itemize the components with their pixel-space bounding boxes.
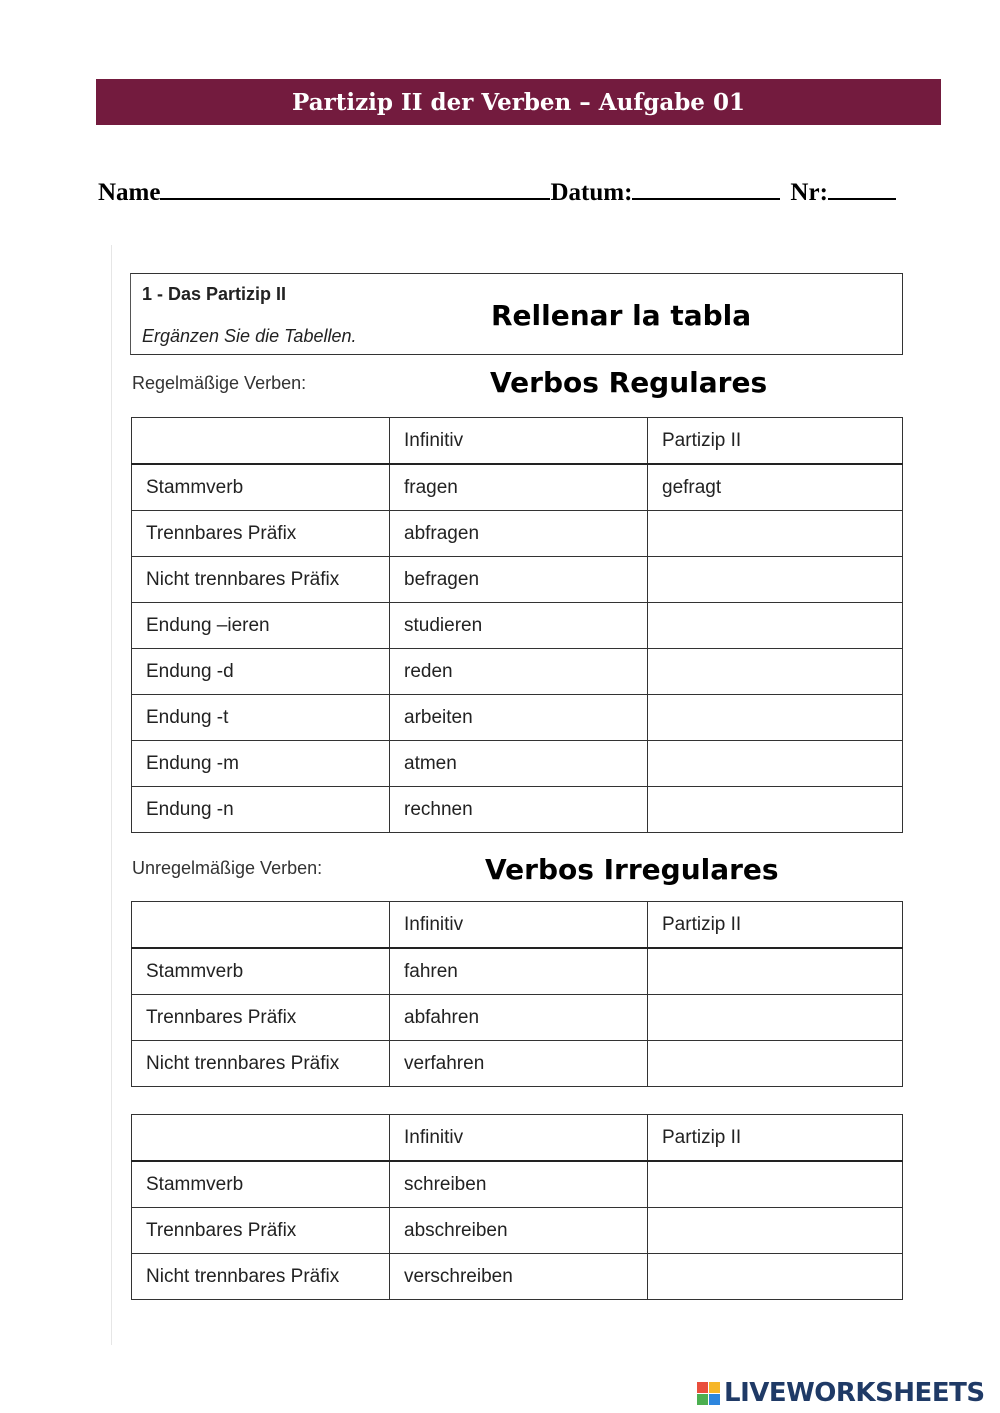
partizip-answer-cell[interactable]: [648, 1041, 903, 1087]
partizip-answer-cell[interactable]: [648, 787, 903, 833]
logo-square: [709, 1394, 720, 1405]
infinitiv-cell: fragen: [390, 464, 648, 511]
category-cell: Nicht trennbares Präfix: [132, 1041, 390, 1087]
table-row: [132, 995, 903, 1041]
category-cell: Endung –ieren: [132, 603, 390, 649]
header-fields: [98, 176, 938, 207]
infinitiv-cell: rechnen: [390, 787, 648, 833]
category-cell: Trennbares Präfix: [132, 1208, 390, 1254]
infinitiv-cell: abfahren: [390, 995, 648, 1041]
infinitiv-cell: abschreiben: [390, 1208, 648, 1254]
table-row: [132, 948, 903, 995]
table-header-row: [132, 418, 903, 465]
partizip-answer-cell[interactable]: [648, 948, 903, 995]
table-row: [132, 1254, 903, 1300]
partizip-answer-cell[interactable]: [648, 511, 903, 557]
table-header-row: [132, 902, 903, 949]
header-cell: Infinitiv: [390, 902, 648, 949]
header-cell: Infinitiv: [390, 418, 648, 465]
category-cell: Trennbares Präfix: [132, 511, 390, 557]
table-row: [132, 557, 903, 603]
worksheet-title: Partizip II der Verben – Aufgabe 01: [96, 79, 941, 125]
irregular-verbs-table-1: [131, 901, 903, 1087]
regular-verbs-table: [131, 417, 903, 833]
partizip-answer-cell[interactable]: [648, 741, 903, 787]
partizip-answer-cell[interactable]: [648, 649, 903, 695]
infinitiv-cell: fahren: [390, 948, 648, 995]
table-row: [132, 695, 903, 741]
page-margin-line: [111, 245, 112, 1345]
infinitiv-cell: abfragen: [390, 511, 648, 557]
category-cell: Endung -n: [132, 787, 390, 833]
partizip-answer-cell[interactable]: [648, 1161, 903, 1208]
category-cell: Endung -d: [132, 649, 390, 695]
nr-label: Nr:: [790, 179, 828, 206]
partizip-answer-cell[interactable]: [648, 1254, 903, 1300]
category-cell: Nicht trennbares Präfix: [132, 557, 390, 603]
name-label: Name: [98, 179, 161, 206]
partizip-answer-cell[interactable]: [648, 557, 903, 603]
header-cell: Infinitiv: [390, 1115, 648, 1162]
infinitiv-cell: befragen: [390, 557, 648, 603]
header-cell: Partizip II: [648, 418, 903, 465]
infinitiv-cell: verschreiben: [390, 1254, 648, 1300]
table-header-row: [132, 1115, 903, 1162]
table-row: [132, 511, 903, 557]
overlay-irregulares: Verbos Irregulares: [485, 853, 779, 886]
partizip-answer-cell[interactable]: [648, 995, 903, 1041]
table-row: [132, 464, 903, 511]
table-row: [132, 1208, 903, 1254]
datum-field[interactable]: [632, 176, 780, 200]
partizip-answer-cell[interactable]: [648, 695, 903, 741]
regular-section-label: Regelmäßige Verben:: [132, 373, 307, 393]
infinitiv-cell: studieren: [390, 603, 648, 649]
table-row: [132, 741, 903, 787]
table-row: [132, 1041, 903, 1087]
table-row: [132, 649, 903, 695]
infinitiv-cell: arbeiten: [390, 695, 648, 741]
datum-label: Datum:: [550, 179, 633, 206]
exercise-instruction: Ergänzen Sie die Tabellen.: [142, 326, 357, 346]
nr-field[interactable]: [828, 176, 896, 200]
table-row: [132, 1161, 903, 1208]
irregular-section-label: Unregelmäßige Verben:: [132, 858, 323, 878]
infinitiv-cell: atmen: [390, 741, 648, 787]
header-cell: [132, 418, 390, 465]
footer-logo: [697, 1378, 985, 1408]
table-row: [132, 603, 903, 649]
partizip-answer-cell[interactable]: [648, 1208, 903, 1254]
exercise-title: 1 - Das Partizip II: [142, 284, 287, 304]
overlay-rellenar: Rellenar la tabla: [491, 299, 752, 332]
table-row: [132, 787, 903, 833]
infinitiv-cell: verfahren: [390, 1041, 648, 1087]
category-cell: Nicht trennbares Präfix: [132, 1254, 390, 1300]
logo-square: [709, 1382, 720, 1393]
partizip-answer-cell[interactable]: gefragt: [648, 464, 903, 511]
category-cell: Endung -m: [132, 741, 390, 787]
header-cell: [132, 902, 390, 949]
logo-square: [697, 1394, 708, 1405]
category-cell: Endung -t: [132, 695, 390, 741]
category-cell: Trennbares Präfix: [132, 995, 390, 1041]
brand-name: LIVEWORKSHEETS: [724, 1378, 985, 1408]
partizip-answer-cell[interactable]: [648, 603, 903, 649]
category-cell: Stammverb: [132, 1161, 390, 1208]
infinitiv-cell: reden: [390, 649, 648, 695]
liveworksheets-logo-icon: [697, 1382, 720, 1405]
header-cell: Partizip II: [648, 1115, 903, 1162]
category-cell: Stammverb: [132, 464, 390, 511]
logo-square: [697, 1382, 708, 1393]
infinitiv-cell: schreiben: [390, 1161, 648, 1208]
overlay-regulares: Verbos Regulares: [490, 366, 768, 399]
irregular-verbs-table-2: [131, 1114, 903, 1300]
header-cell: Partizip II: [648, 902, 903, 949]
name-field[interactable]: [160, 176, 550, 200]
header-cell: [132, 1115, 390, 1162]
category-cell: Stammverb: [132, 948, 390, 995]
